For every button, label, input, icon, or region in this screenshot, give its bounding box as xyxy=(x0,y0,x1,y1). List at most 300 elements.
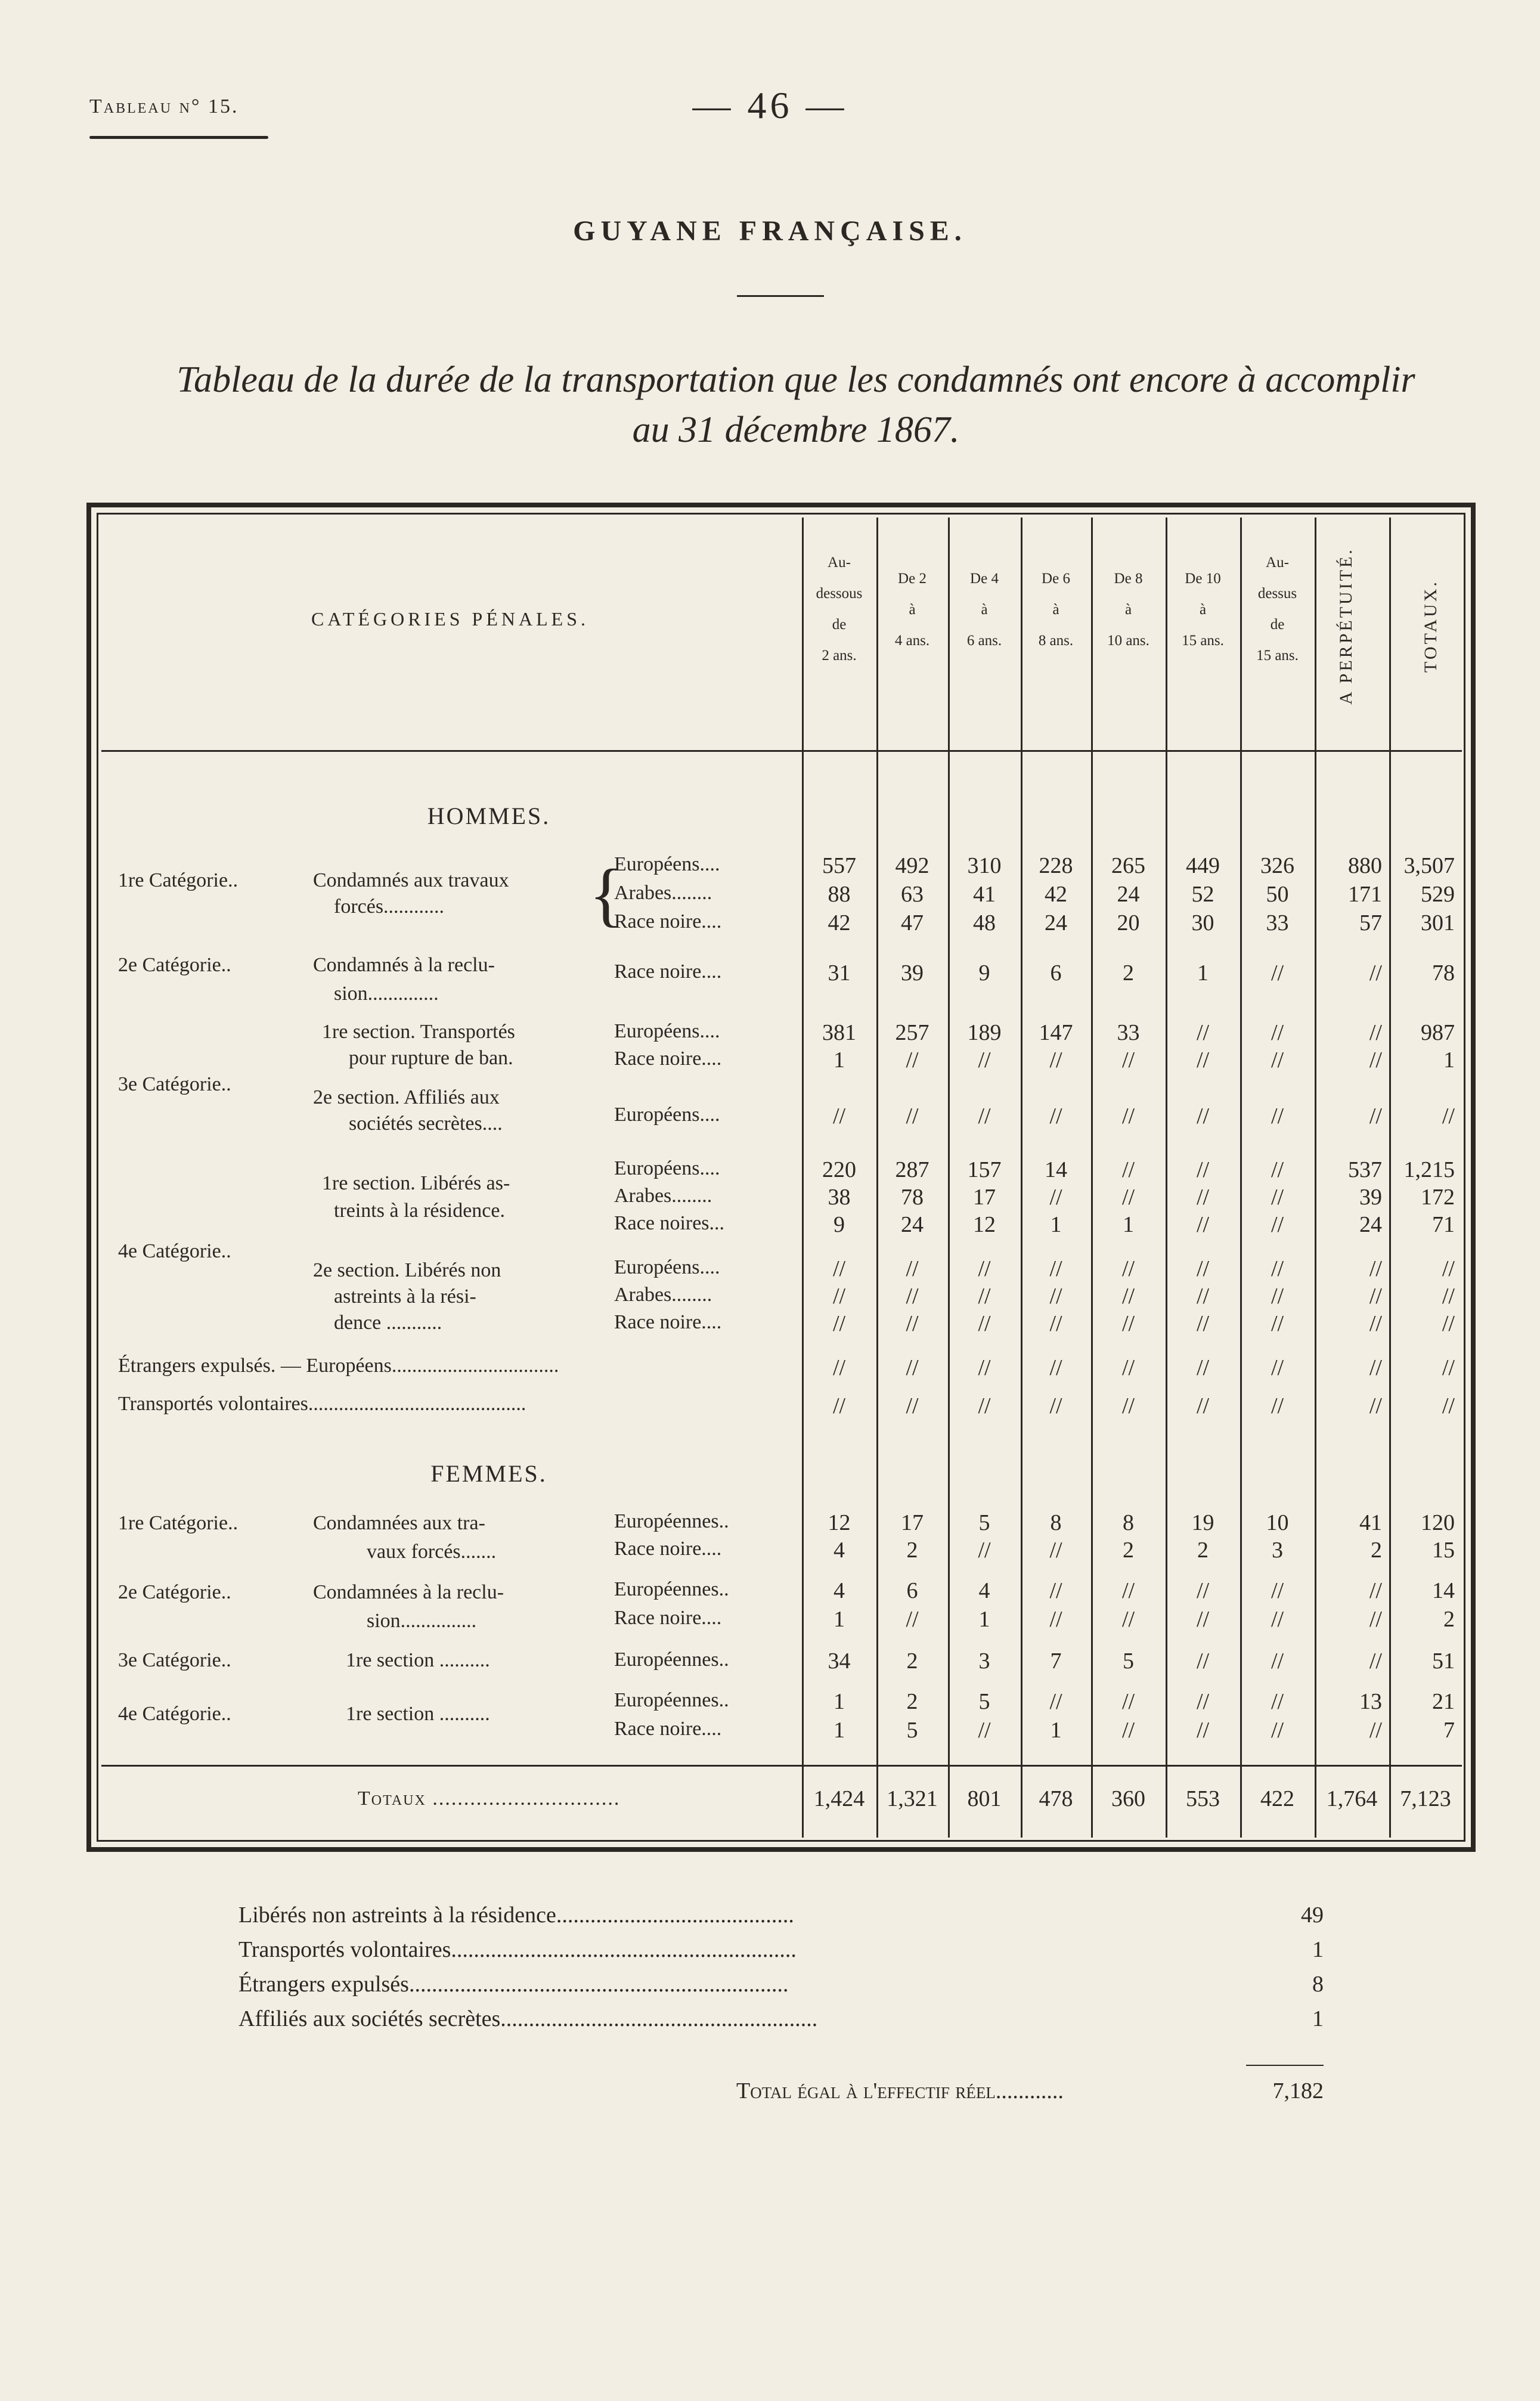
table-cell: // xyxy=(1196,1048,1210,1073)
femmes-cat1-label: 1re Catégorie.. xyxy=(118,1512,238,1534)
table-cell: 5 xyxy=(906,1718,918,1743)
table-cell: // xyxy=(1121,1185,1135,1210)
table-cell: // xyxy=(1121,1578,1135,1603)
table-cell: // xyxy=(1049,1578,1062,1603)
period-header-line: de xyxy=(832,616,847,633)
table-cell: 301 xyxy=(1421,910,1455,935)
table-cell: // xyxy=(978,1048,991,1073)
table-cell: 1 xyxy=(1123,1212,1134,1237)
table-cell: 147 xyxy=(1039,1020,1073,1045)
period-header-line: de xyxy=(1270,616,1285,633)
table-cell: // xyxy=(1121,1311,1135,1336)
table-cell: 120 xyxy=(1421,1510,1455,1535)
table-cell: 5 xyxy=(978,1510,990,1535)
table-cell: // xyxy=(1442,1393,1455,1418)
table-cell: 1 xyxy=(1050,1212,1062,1237)
period-header-line: 4 ans. xyxy=(894,633,930,649)
table-cell: 33 xyxy=(1266,910,1289,935)
table-cell: 24 xyxy=(1045,910,1067,935)
hommes-cat4-s1: 1re section. Libérés as- xyxy=(322,1172,510,1194)
table-cell: // xyxy=(1196,1689,1210,1714)
table-cell: 537 xyxy=(1348,1157,1382,1182)
table-cell: 78 xyxy=(1432,961,1455,986)
table-cell: 14 xyxy=(1432,1578,1455,1603)
row-subgroup-label: Européennes.. xyxy=(614,1689,729,1711)
table-cell: // xyxy=(906,1393,919,1418)
table-cell: 4 xyxy=(833,1578,845,1603)
table-cell: // xyxy=(1369,961,1382,986)
category-header: CATÉGORIES PÉNALES. xyxy=(311,608,589,630)
table-cell: // xyxy=(1369,1649,1382,1674)
table-cell: 2 xyxy=(906,1689,918,1714)
period-header xyxy=(948,563,1021,656)
femmes-cat2-desc: Condamnées à la reclu- xyxy=(313,1581,504,1603)
table-cell: 171 xyxy=(1348,882,1382,907)
header-bottom-rule xyxy=(101,750,1462,752)
table-cell: // xyxy=(1271,1311,1284,1336)
summary-total-value: 7,182 xyxy=(1272,2078,1324,2103)
table-cell: // xyxy=(978,1104,991,1129)
table-cell: 19 xyxy=(1191,1510,1214,1535)
table-cell: 9 xyxy=(978,961,990,986)
femmes-cat2-label: 2e Catégorie.. xyxy=(118,1581,231,1603)
hommes-cat4-s2-cont: astreints à la rési- xyxy=(334,1285,476,1308)
hommes-cat2-desc: Condamnés à la reclu- xyxy=(313,954,495,976)
table-cell: // xyxy=(1196,1718,1210,1743)
table-cell: // xyxy=(1121,1157,1135,1182)
row-subgroup-label: Race noires... xyxy=(614,1212,725,1234)
table-cell: 257 xyxy=(895,1020,929,1045)
summary-line-value: 1 xyxy=(1312,2006,1324,2031)
table-cell: // xyxy=(1049,1256,1062,1281)
table-cell: 10 xyxy=(1266,1510,1289,1535)
hommes-cat4-s2-cont2: dence ........... xyxy=(334,1312,442,1334)
table-cell: 529 xyxy=(1421,882,1455,907)
table-cell: // xyxy=(978,1355,991,1380)
table-cell: 1 xyxy=(978,1607,990,1632)
table-cell: // xyxy=(1196,1311,1210,1336)
table-cell: // xyxy=(1049,1284,1062,1309)
period-header-line: dessous xyxy=(816,585,863,602)
hommes-cat4-s2: 2e section. Libérés non xyxy=(313,1259,501,1281)
table-cell: // xyxy=(1196,1284,1210,1309)
period-header-line: De 10 xyxy=(1185,571,1221,587)
table-cell: // xyxy=(978,1311,991,1336)
table-cell: 8 xyxy=(1050,1510,1062,1535)
period-header-line: à xyxy=(909,602,916,618)
table-cell: 492 xyxy=(895,853,929,878)
table-cell: // xyxy=(978,1538,991,1563)
table-cell: // xyxy=(1196,1355,1210,1380)
hommes-heading: HOMMES. xyxy=(427,803,551,829)
table-cell: 5 xyxy=(1123,1649,1134,1674)
table-cell: // xyxy=(1049,1048,1062,1073)
brace-icon: { xyxy=(589,854,624,934)
row-subgroup-label: Race noire.... xyxy=(614,910,722,932)
table-caption xyxy=(119,355,1473,455)
table-cell: 2 xyxy=(1443,1607,1455,1632)
table-cell: // xyxy=(1196,1393,1210,1418)
table-cell: // xyxy=(1196,1212,1210,1237)
table-cell: // xyxy=(1442,1355,1455,1380)
table-cell: // xyxy=(1121,1104,1135,1129)
table-cell: // xyxy=(906,1607,919,1632)
table-cell: // xyxy=(1049,1393,1062,1418)
hommes-cat1-desc: Condamnés aux travaux xyxy=(313,869,509,891)
femmes-cat2-desc-cont: sion............... xyxy=(367,1610,477,1632)
period-header xyxy=(876,563,948,656)
period-header-line: Au- xyxy=(1266,554,1289,571)
table-cell: // xyxy=(978,1393,991,1418)
table-cell: 449 xyxy=(1186,853,1220,878)
summary-line-label: Affiliés aux sociétés secrètes........................................................ xyxy=(238,2006,818,2031)
period-header-line: à xyxy=(1199,602,1207,618)
row-subgroup-label: Européennes.. xyxy=(614,1578,729,1600)
table-cell: // xyxy=(1442,1104,1455,1129)
totals-label: Totaux .............................. xyxy=(358,1787,621,1810)
table-cell: 7 xyxy=(1443,1718,1455,1743)
period-header-line: dessus xyxy=(1257,585,1297,602)
table-cell: // xyxy=(1271,1157,1284,1182)
row-subgroup-label: Race noire.... xyxy=(614,1538,722,1560)
hommes-cat2-label: 2e Catégorie.. xyxy=(118,954,231,976)
row-subgroup-label: Race noire.... xyxy=(614,1607,722,1629)
femmes-cat4-label: 4e Catégorie.. xyxy=(118,1703,231,1725)
summary-line-label: Étrangers expulsés................................................................... xyxy=(238,1972,789,1997)
table-cell: 265 xyxy=(1111,853,1145,878)
table-cell: 71 xyxy=(1432,1212,1455,1237)
row-subgroup-label: Européens.... xyxy=(614,1104,720,1126)
total-cell: 553 xyxy=(1186,1786,1220,1811)
row-subgroup-label: Race noire.... xyxy=(614,1048,722,1070)
table-cell: 3 xyxy=(1272,1538,1283,1563)
table-cell: // xyxy=(1369,1104,1382,1129)
period-header-line: De 6 xyxy=(1042,571,1070,587)
table-cell: 220 xyxy=(822,1157,856,1182)
period-header-line: De 2 xyxy=(898,571,927,587)
summary-line-value: 49 xyxy=(1301,1903,1324,1928)
table-cell: 4 xyxy=(978,1578,990,1603)
period-header-line: 2 ans. xyxy=(822,648,857,664)
table-cell: // xyxy=(832,1393,846,1418)
table-cell: 13 xyxy=(1359,1689,1382,1714)
table-cell: 2 xyxy=(906,1649,918,1674)
row-subgroup-label: Européennes.. xyxy=(614,1649,729,1671)
table-cell: // xyxy=(832,1104,846,1129)
summary-line-value: 8 xyxy=(1312,1972,1324,1997)
table-cell: // xyxy=(1121,1355,1135,1380)
table-cell: // xyxy=(1196,1649,1210,1674)
table-cell: // xyxy=(1196,1256,1210,1281)
table-cell: 1 xyxy=(833,1048,845,1073)
table-cell: // xyxy=(906,1284,919,1309)
period-header xyxy=(1021,563,1091,656)
period-header-line: Au- xyxy=(828,554,851,571)
row-subgroup-label: Européens.... xyxy=(614,1020,720,1042)
period-header-line: 8 ans. xyxy=(1038,633,1074,649)
table-cell: 1 xyxy=(833,1718,845,1743)
table-cell: // xyxy=(1369,1393,1382,1418)
table-cell: // xyxy=(978,1718,991,1743)
hommes-cat3-s2-cont: sociétés secrètes.... xyxy=(349,1113,503,1135)
table-cell: 2 xyxy=(1123,1538,1134,1563)
table-cell: // xyxy=(1369,1048,1382,1073)
table-cell: // xyxy=(1049,1311,1062,1336)
table-cell: // xyxy=(1196,1185,1210,1210)
ornament-rule xyxy=(89,136,268,139)
summary-total-rule xyxy=(1246,2065,1324,2066)
table-cell: 17 xyxy=(973,1185,996,1210)
table-cell: // xyxy=(906,1311,919,1336)
table-reference: Tableau n° 15. xyxy=(89,95,239,117)
table-cell: // xyxy=(906,1048,919,1073)
table-cell: 7 xyxy=(1050,1649,1062,1674)
table-cell: 21 xyxy=(1432,1689,1455,1714)
total-cell: 478 xyxy=(1039,1786,1073,1811)
table-cell: // xyxy=(1369,1256,1382,1281)
table-cell: 42 xyxy=(1045,882,1067,907)
hommes-cat1-desc-cont: forcés............ xyxy=(334,896,445,918)
table-cell: 47 xyxy=(901,910,924,935)
table-cell: // xyxy=(1121,1607,1135,1632)
table-cell: 30 xyxy=(1191,910,1214,935)
caption-line-1: Tableau de la durée de la transportation que les condamnés ont encore à accomplir xyxy=(176,360,1415,400)
table-cell: 33 xyxy=(1117,1020,1140,1045)
total-cell: 1,321 xyxy=(887,1786,938,1811)
table-cell: // xyxy=(1049,1538,1062,1563)
femmes-cat3-desc: 1re section .......... xyxy=(346,1649,490,1671)
table-cell: 287 xyxy=(895,1157,929,1182)
table-cell: // xyxy=(832,1256,846,1281)
table-cell: // xyxy=(832,1311,846,1336)
summary-total-label: Total égal à l'effectif réel............ xyxy=(736,2078,1064,2103)
table-cell: // xyxy=(1271,1185,1284,1210)
table-cell: 57 xyxy=(1359,910,1382,935)
table-cell: 39 xyxy=(901,961,924,986)
table-cell: // xyxy=(1271,1212,1284,1237)
table-cell: // xyxy=(1271,1355,1284,1380)
hommes-cat1-label: 1re Catégorie.. xyxy=(118,869,238,891)
table-cell: // xyxy=(1196,1020,1210,1045)
table-cell: 310 xyxy=(967,853,1002,878)
table-cell: // xyxy=(1271,1284,1284,1309)
hommes-cat3-s1: 1re section. Transportés xyxy=(322,1021,515,1043)
title-divider xyxy=(737,295,824,297)
table-cell: // xyxy=(1049,1607,1062,1632)
table-cell: // xyxy=(1049,1185,1062,1210)
table-cell: // xyxy=(978,1284,991,1309)
table-cell: // xyxy=(1369,1284,1382,1309)
table-cell: 228 xyxy=(1039,853,1073,878)
period-header xyxy=(1091,563,1166,656)
table-cell: 5 xyxy=(978,1689,990,1714)
table-cell: 3,507 xyxy=(1403,853,1455,878)
table-cell: // xyxy=(1271,1607,1284,1632)
femmes-cat3-label: 3e Catégorie.. xyxy=(118,1649,231,1671)
total-cell: 1,764 xyxy=(1326,1786,1378,1811)
table-cell: // xyxy=(1049,1689,1062,1714)
table-cell: // xyxy=(832,1284,846,1309)
table-cell: 326 xyxy=(1260,853,1294,878)
period-header-line: 6 ans. xyxy=(966,633,1002,649)
table-cell: // xyxy=(1049,1355,1062,1380)
table-cell: // xyxy=(1121,1256,1135,1281)
table-cell: 50 xyxy=(1266,882,1289,907)
table-cell: 39 xyxy=(1359,1185,1382,1210)
table-cell: 24 xyxy=(1359,1212,1382,1237)
row-subgroup-label: Européens.... xyxy=(614,1157,720,1179)
row-subgroup-label: Européennes.. xyxy=(614,1510,729,1532)
table-cell: // xyxy=(1121,1718,1135,1743)
table-cell: // xyxy=(1196,1157,1210,1182)
table-cell: 1 xyxy=(1443,1048,1455,1073)
table-cell: // xyxy=(832,1355,846,1380)
period-header-line: à xyxy=(1052,602,1059,618)
table-cell: 1,215 xyxy=(1403,1157,1455,1182)
table-cell: 3 xyxy=(978,1649,990,1674)
table-cell: 34 xyxy=(828,1649,851,1674)
table-cell: 9 xyxy=(833,1212,845,1237)
table-cell: 38 xyxy=(828,1185,851,1210)
table-cell: 52 xyxy=(1191,882,1214,907)
period-header-line: 10 ans. xyxy=(1107,633,1149,649)
table-cell: 1 xyxy=(833,1607,845,1632)
table-cell: // xyxy=(1271,1048,1284,1073)
summary-line-label: Libérés non astreints à la résidence.......................................... xyxy=(238,1903,794,1928)
femmes-cat1-desc: Condamnées aux tra- xyxy=(313,1512,485,1534)
hommes-cat2-desc-cont: sion.............. xyxy=(334,983,439,1005)
table-cell: // xyxy=(1369,1718,1382,1743)
table-cell: 1 xyxy=(1050,1718,1062,1743)
table-cell: 12 xyxy=(828,1510,851,1535)
row-subgroup-label: Européens.... xyxy=(614,1256,720,1278)
table-cell: // xyxy=(1196,1104,1210,1129)
table-cell: 41 xyxy=(973,882,996,907)
period-header xyxy=(1166,563,1240,656)
table-cell: 557 xyxy=(822,853,856,878)
volontaires-label: Transportés volontaires........................................... xyxy=(118,1393,526,1415)
table-cell: 2 xyxy=(1371,1538,1382,1563)
table-cell: // xyxy=(1369,1355,1382,1380)
table-cell: // xyxy=(1271,1393,1284,1418)
hommes-cat3-s1-cont: pour rupture de ban. xyxy=(349,1047,513,1069)
table-cell: // xyxy=(1049,1104,1062,1129)
total-cell: 360 xyxy=(1111,1786,1145,1811)
table-cell: 4 xyxy=(833,1538,845,1563)
row-subgroup-label: Race noire.... xyxy=(614,961,722,983)
table-cell: // xyxy=(1271,1256,1284,1281)
total-cell: 422 xyxy=(1260,1786,1294,1811)
table-cell: 12 xyxy=(973,1212,996,1237)
hommes-cat3-s2: 2e section. Affiliés aux xyxy=(313,1086,500,1108)
table-cell: // xyxy=(978,1256,991,1281)
total-cell: 801 xyxy=(967,1786,1002,1811)
table-cell: // xyxy=(1369,1607,1382,1632)
table-cell: 63 xyxy=(901,882,924,907)
table-cell: // xyxy=(1442,1284,1455,1309)
summary-line-value: 1 xyxy=(1312,1937,1324,1962)
table-cell: // xyxy=(1271,1718,1284,1743)
total-cell: 1,424 xyxy=(813,1786,865,1811)
table-cell: 42 xyxy=(828,910,851,935)
table-cell: 2 xyxy=(1123,961,1134,986)
row-subgroup-label: Arabes........ xyxy=(614,1284,712,1306)
femmes-cat1-desc-cont: vaux forcés....... xyxy=(367,1541,497,1563)
table-cell: // xyxy=(1196,1607,1210,1632)
table-cell: // xyxy=(1271,1578,1284,1603)
table-cell: 15 xyxy=(1432,1538,1455,1563)
table-cell: 189 xyxy=(967,1020,1002,1045)
period-header-line: à xyxy=(1124,602,1132,618)
table-cell: // xyxy=(1369,1578,1382,1603)
totaux-header: TOTAUX. xyxy=(1421,580,1440,673)
perpetuite-header: A PERPÉTUITÉ. xyxy=(1336,547,1356,705)
table-cell: 17 xyxy=(901,1510,924,1535)
period-header-line: De 4 xyxy=(970,571,999,587)
period-header-line: De 8 xyxy=(1114,571,1143,587)
table-cell: 14 xyxy=(1045,1157,1067,1182)
table-cell: 1 xyxy=(1197,961,1209,986)
page-number: — 46 — xyxy=(692,84,848,126)
femmes-heading: FEMMES. xyxy=(430,1460,547,1487)
table-cell: 41 xyxy=(1359,1510,1382,1535)
row-subgroup-label: Arabes........ xyxy=(614,882,712,904)
summary-line-label: Transportés volontaires............................................................. xyxy=(238,1937,797,1962)
period-header xyxy=(802,547,876,671)
table-cell: 1 xyxy=(833,1689,845,1714)
caption-line-2: au 31 décembre 1867. xyxy=(632,410,960,450)
hommes-cat4-label: 4e Catégorie.. xyxy=(118,1240,231,1262)
table-cell: // xyxy=(1271,1649,1284,1674)
table-cell: 48 xyxy=(973,910,996,935)
table-cell: // xyxy=(1271,1689,1284,1714)
table-cell: // xyxy=(1121,1689,1135,1714)
row-subgroup-label: Race noire.... xyxy=(614,1718,722,1740)
row-subgroup-label: Race noire.... xyxy=(614,1311,722,1333)
table-cell: 2 xyxy=(1197,1538,1209,1563)
etrangers-label: Étrangers expulsés. — Européens................................. xyxy=(118,1355,559,1377)
table-cell: 157 xyxy=(967,1157,1002,1182)
table-cell: // xyxy=(1369,1311,1382,1336)
table-cell: // xyxy=(1271,1020,1284,1045)
row-subgroup-label: Européens.... xyxy=(614,853,720,875)
table-cell: 381 xyxy=(822,1020,856,1045)
table-cell: // xyxy=(1271,1104,1284,1129)
table-cell: 20 xyxy=(1117,910,1140,935)
table-cell: // xyxy=(1121,1048,1135,1073)
femmes-cat4-desc: 1re section .......... xyxy=(346,1703,490,1725)
total-cell: 7,123 xyxy=(1400,1786,1451,1811)
table-cell: // xyxy=(1271,961,1284,986)
table-cell: 31 xyxy=(828,961,851,986)
table-cell: // xyxy=(906,1355,919,1380)
table-cell: 987 xyxy=(1421,1020,1455,1045)
table-cell: 88 xyxy=(828,882,851,907)
table-cell: 51 xyxy=(1432,1649,1455,1674)
table-cell: 2 xyxy=(906,1538,918,1563)
table-cell: 24 xyxy=(1117,882,1140,907)
hommes-cat3-label: 3e Catégorie.. xyxy=(118,1073,231,1095)
table-cell: // xyxy=(906,1104,919,1129)
colony-title: GUYANE FRANÇAISE. xyxy=(573,215,967,247)
table-cell: 24 xyxy=(901,1212,924,1237)
table-cell: 78 xyxy=(901,1185,924,1210)
table-cell: // xyxy=(1442,1256,1455,1281)
period-header-line: 15 ans. xyxy=(1182,633,1224,649)
table-cell: 6 xyxy=(1050,961,1062,986)
table-cell: 880 xyxy=(1348,853,1382,878)
table-cell: 6 xyxy=(906,1578,918,1603)
